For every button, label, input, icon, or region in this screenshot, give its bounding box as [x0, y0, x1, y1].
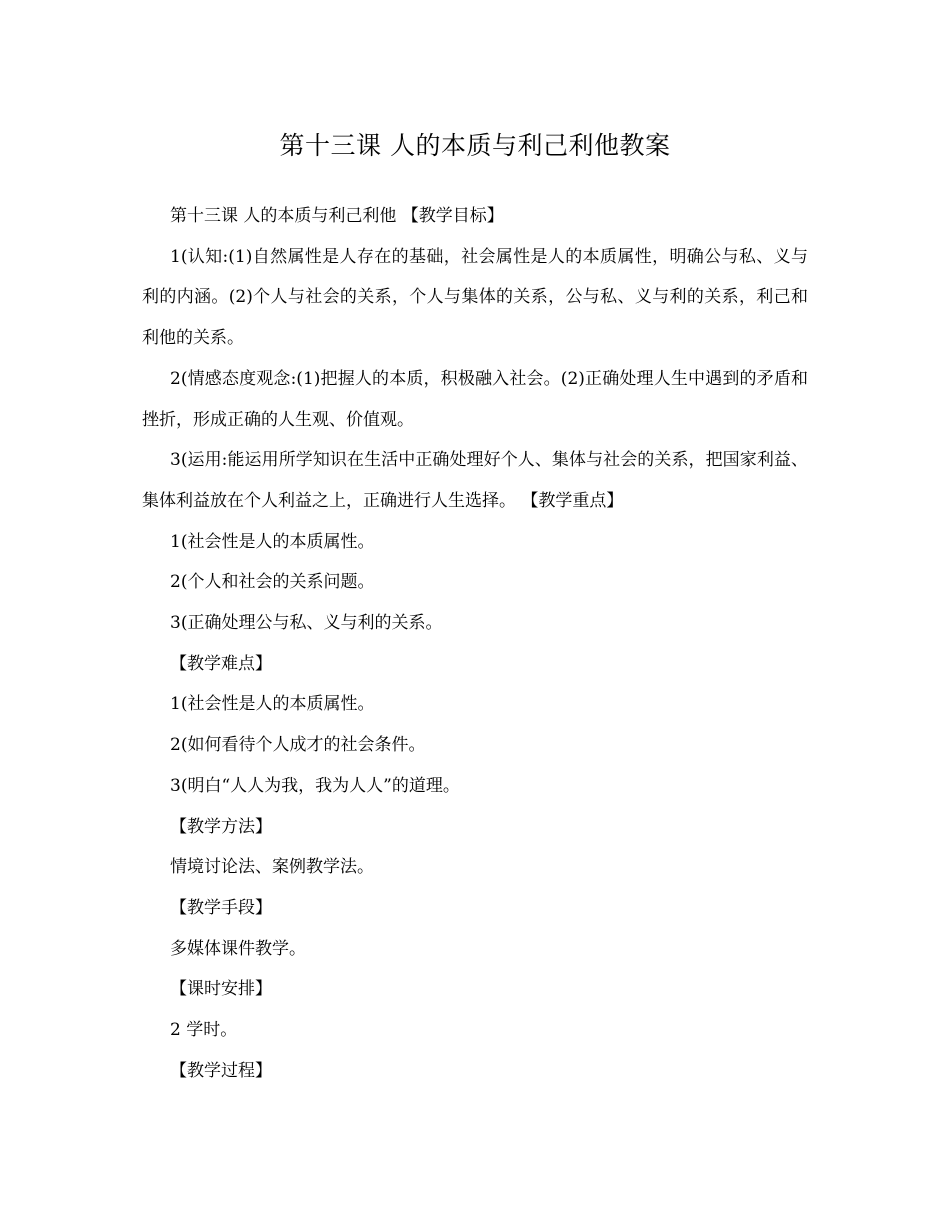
paragraph-key-point-1: 1(社会性是人的本质属性。 [170, 531, 375, 552]
paragraph-difficulty-2: 2(如何看待个人成才的社会条件。 [170, 735, 426, 756]
paragraph-schedule: 2 学时。 [170, 1020, 238, 1041]
paragraph-means: 多媒体课件教学。 [170, 938, 306, 959]
section-heading-process: 【教学过程】 [170, 1060, 272, 1081]
paragraph-goal-cognition: 1(认知:(1)自然属性是人存在的基础，社会属性是人的本质属性，明确公与私、义与利的内涵。(2)个人与社会的关系，个人与集体的关系，公与私、义与利的关系，利己和利他的关系。 [142, 246, 808, 349]
paragraph-methods: 情境讨论法、案例教学法。 [170, 857, 374, 878]
document-title: 第十三课 人的本质与利己利他教案 [279, 131, 671, 160]
paragraph-goal-attitude: 2(情感态度观念:(1)把握人的本质，积极融入社会。(2)正确处理人生中遇到的矛盾和挫折，形成正确的人生观、价值观。 [142, 368, 808, 430]
section-heading-methods: 【教学方法】 [170, 816, 272, 837]
section-heading-means: 【教学手段】 [170, 897, 272, 918]
paragraph-lesson-heading: 第十三课 人的本质与利己利他 【教学目标】 [170, 206, 504, 226]
document-body [142, 196, 808, 1091]
paragraph-key-point-2: 2(个人和社会的关系问题。 [170, 572, 375, 593]
section-heading-difficulties: 【教学难点】 [170, 653, 272, 674]
paragraph-goal-application: 3(运用:能运用所学知识在生活中正确处理好个人、集体与社会的关系，把国家利益、集体利益放在个人利益之上，正确进行人生选择。 【教学重点】 [142, 450, 808, 511]
paragraph-key-point-3: 3(正确处理公与私、义与利的关系。 [170, 613, 443, 634]
paragraph-difficulty-3: 3(明白“人人为我，我为人人”的道理。 [170, 775, 460, 796]
section-heading-schedule: 【课时安排】 [170, 979, 272, 1000]
paragraph-difficulty-1: 1(社会性是人的本质属性。 [170, 694, 375, 715]
